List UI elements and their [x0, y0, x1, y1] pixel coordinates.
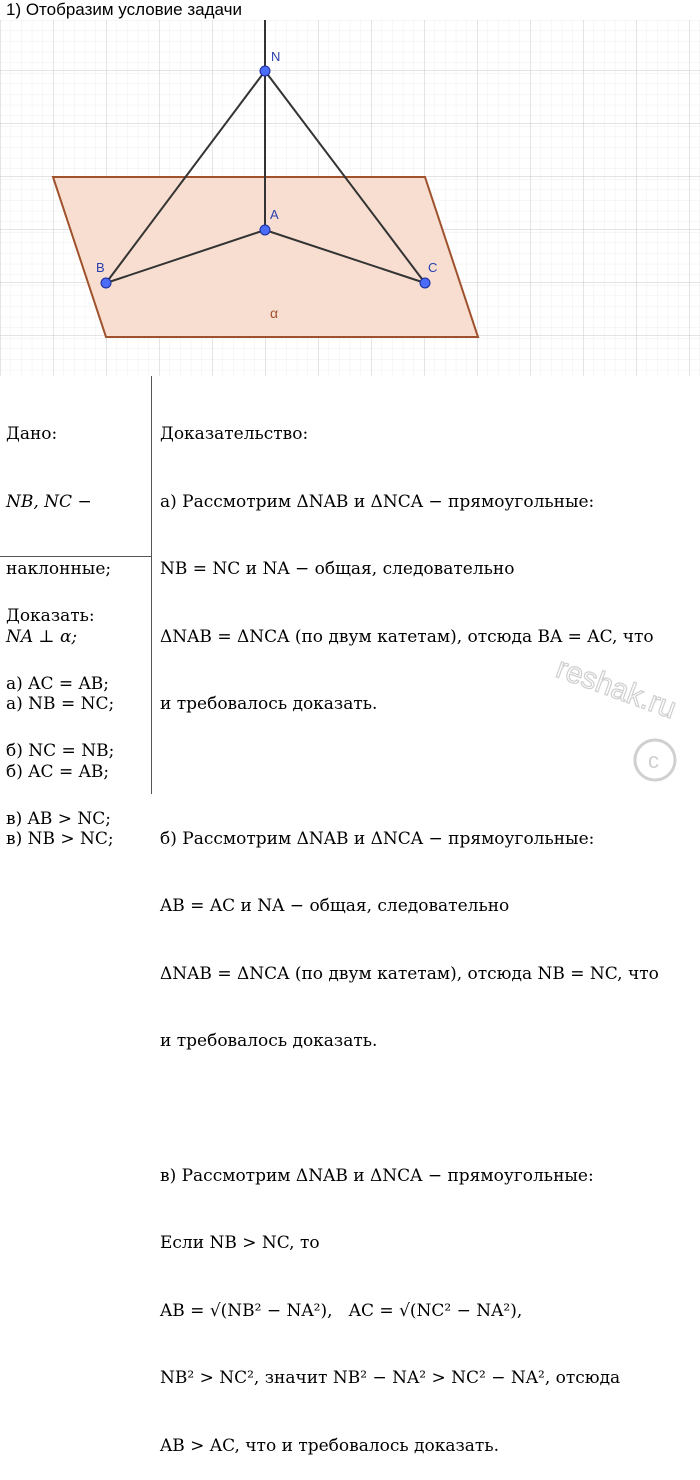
prove-line: б) NC = NB;	[6, 741, 115, 761]
given-line: NA ⊥ α;	[6, 626, 78, 647]
proof-a-line: ΔNAB = ΔNCA (по двум катетам), отсюда BA = AC, что	[160, 626, 654, 647]
geometry-figure	[0, 0, 700, 376]
proof-b-line: и требовалось доказать.	[160, 1031, 378, 1051]
spacer	[160, 1098, 659, 1120]
point-B	[101, 278, 111, 288]
watermark-text: reshak.ru	[551, 651, 681, 726]
proof-c-line: в) Рассмотрим ΔNAB и ΔNCA − прямоугольные:	[160, 1165, 594, 1186]
proof-b-line: AB = AC и NA − общая, следовательно	[160, 896, 510, 916]
proof-a-line: и требовалось доказать.	[160, 694, 378, 714]
proof-c-line: Если NB > NC, то	[160, 1233, 320, 1253]
label-B: B	[96, 260, 105, 275]
given-line: б) AC = AB;	[6, 761, 110, 782]
prove-block	[6, 560, 114, 853]
given-line: наклонные;	[6, 559, 112, 579]
given-line: в) NB > NC;	[6, 829, 114, 849]
point-C	[420, 278, 430, 288]
label-A: A	[270, 207, 279, 222]
svg-text:c: c	[648, 748, 659, 773]
proof-a-line: NB = NC и NA − общая, следовательно	[160, 559, 515, 579]
point-A	[260, 225, 270, 235]
proof-c-line: NB² > NC², значит NB² − NA² > NC² − NA², отсюда	[160, 1368, 621, 1388]
proof-c-line: AB = √(NB² − NA²), AC = √(NC² − NA²),	[160, 1300, 523, 1321]
proof-block	[160, 378, 659, 1480]
prove-heading: Доказать:	[6, 606, 95, 626]
proof-c-line: AB > AC, что и требовалось доказать.	[160, 1435, 499, 1456]
proof-heading: Доказательство:	[160, 424, 309, 444]
column-divider	[151, 376, 152, 794]
prove-line: в) AB > NC;	[6, 808, 112, 829]
given-line: NB, NC −	[6, 491, 92, 512]
label-alpha: α	[270, 305, 279, 321]
label-N: N	[271, 49, 281, 64]
watermark-logo	[540, 640, 700, 790]
given-line: а) NB = NC;	[6, 694, 115, 714]
label-C: C	[428, 260, 438, 275]
proof-a-line: а) Рассмотрим ΔNAB и ΔNCA − прямоугольные:	[160, 491, 595, 512]
page-title: 1) Отобразим условие задачи	[6, 0, 242, 19]
point-N	[260, 66, 270, 76]
given-heading: Дано:	[6, 424, 58, 444]
proof-b-line: б) Рассмотрим ΔNAB и ΔNCA − прямоугольные:	[160, 828, 595, 849]
prove-line: а) AC = AB;	[6, 673, 110, 694]
proof-b-line: ΔNAB = ΔNCA (по двум катетам), отсюда NB = NC, что	[160, 963, 659, 984]
